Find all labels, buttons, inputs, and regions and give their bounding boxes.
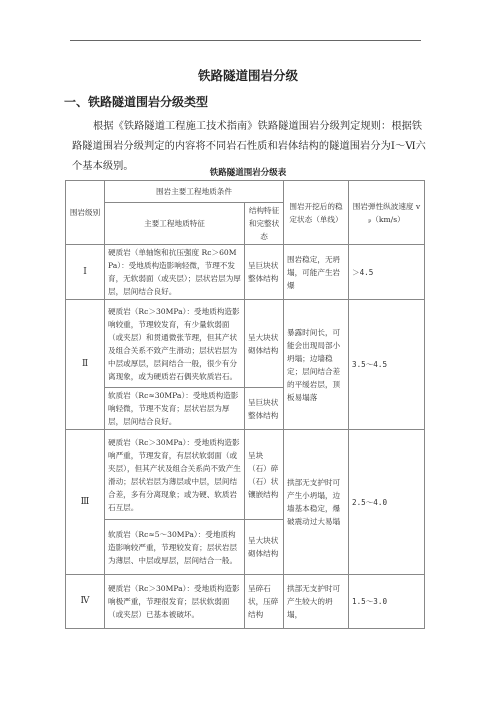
stability-cell: 拱部无支护时可产生较大的坍塌， (284, 575, 349, 629)
structure-cell: 呈巨块状整体结构 (245, 245, 284, 300)
section-heading: 一、铁路隧道围岩分级类型 (64, 95, 209, 109)
stability-cell: 暴露时间长，可能会出现局部小坍塌；边墙稳定；层间结合差的平缓岩层，顶板易塌落 (284, 300, 349, 430)
header-geology: 主要工程地质特征 (105, 203, 245, 245)
grade-cell: Ⅱ (66, 300, 105, 430)
wave-speed-cell: 3.5～4.5 (349, 300, 425, 430)
grade-cell: Ⅰ (66, 245, 105, 300)
geology-cell: 硬质岩（Rc＞30MPa）：受地质构造影响极严重，节理很发育；层状软弱面（或夹层）已基本被破坏。 (105, 575, 245, 629)
geology-cell: 硬质岩（Rc＞30MPa）：受地质构造影响较重，节理较发育，有少量软弱面（或夹层）和贯通微张节理，但其产状及组合关系不致产生滑动；层状岩层为中层或厚层，层间结合一般，很少有分离现象，或为硬质岩石偶夹软质岩石。 (105, 300, 245, 388)
table-row (66, 430, 425, 520)
header-stability: 围岩开挖后的稳定状态（单线） (284, 181, 349, 245)
header-structure: 结构特征和完整状态 (245, 203, 284, 245)
stability-cell: 围岩稳定，无坍塌，可能产生岩爆 (284, 245, 349, 300)
structure-cell: 呈巨块状整体结构 (245, 388, 284, 430)
header-grade: 围岩级别 (66, 181, 105, 245)
structure-cell: 呈块（石）碎（石）状镶嵌结构 (245, 430, 284, 520)
header-wave-speed: 围岩弹性纵波速度 vₚ（km/s） (349, 181, 425, 245)
wave-speed-cell: 1.5～3.0 (349, 575, 425, 629)
document-title: 铁路隧道围岩分级 (197, 68, 298, 83)
geology-cell: 软质岩（Rc≈5～30MPa）：受地质构造影响较严重，节理较发育；层状岩层为薄层、中层或厚层，层间结合一般。 (105, 520, 245, 575)
structure-cell: 呈大块状砌体结构 (245, 300, 284, 388)
header-rule (70, 40, 421, 41)
geology-cell: 硬质岩（Rc＞30MPa）：受地质构造影响严重，节理发育，有层状软弱面（或夹层），但其产状及组合关系尚不致产生滑动；层状岩层为薄层或中层，层间结合差，多有分离现象；或为硬、软质岩石互层。 (105, 430, 245, 520)
table-row (66, 245, 425, 300)
structure-cell: 呈大块状砌体结构 (245, 520, 284, 575)
geology-cell: 软质岩（Rc≈30MPa）：受地质构造影响轻微，节理不发育；层状岩层为厚层，层间结合良好。 (105, 388, 245, 430)
header-main-conditions: 围岩主要工程地质条件 (105, 181, 284, 203)
wave-speed-cell: ＞4.5 (349, 245, 425, 300)
rock-classification-table (65, 180, 425, 629)
structure-cell: 呈碎石状，压碎结构 (245, 575, 284, 629)
wave-speed-cell: 2.5～4.0 (349, 430, 425, 575)
geology-cell: 硬质岩（单轴饱和抗压强度 Rc＞60MPa）：受地质构造影响轻微，节理不发育，无软弱面（或夹层）；层状岩层为厚层，层间结合良好。 (105, 245, 245, 300)
grade-cell: Ⅲ (66, 430, 105, 575)
stability-cell: 拱部无支护时可产生小坍塌，边墙基本稳定，爆破震动过大易塌 (284, 430, 349, 575)
intro-paragraph: 根据《铁路隧道工程施工技术指南》铁路隧道围岩分级判定规则：根据铁路隧道围岩分级判定的内容将不同岩石性质和岩体结构的隧道围岩分为Ⅰ～Ⅵ六个基本级别。 (72, 121, 426, 172)
grade-cell: Ⅳ (66, 575, 105, 629)
table-caption: 铁路隧道围岩分级表 (209, 168, 287, 178)
table-row (66, 300, 425, 388)
table-row (66, 575, 425, 629)
